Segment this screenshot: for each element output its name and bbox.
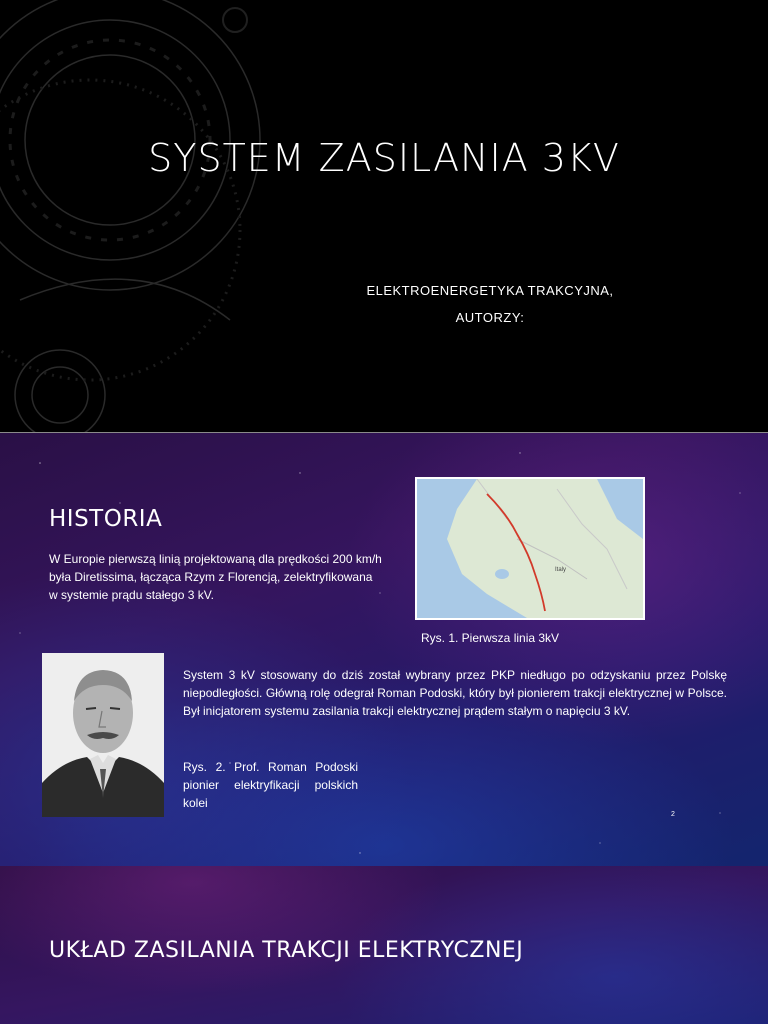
figure1-caption: Rys. 1. Pierwsza linia 3kV: [421, 631, 560, 645]
section-heading-power-supply: UKŁAD ZASILANIA TRAKCJI ELEKTRYCZNEJ: [49, 938, 524, 963]
body-paragraph: System 3 kV stosowany do dziś został wybrany przez PKP niedługo po odzyskaniu przez Polskę niepodległości. Główną rolę odegrał Roman Podoski, który był pionierem trakcji elektrycznej w Polsce. Był inicjatorem systemu zasilania trakcji elektrycznej prądem stałym o napięciu 3 kV.: [183, 668, 727, 718]
portrait-graphic: [42, 653, 164, 817]
portrait-photo: [42, 653, 164, 817]
title-slide: [0, 0, 768, 432]
subtitle-authors: AUTORZY:: [455, 310, 525, 325]
map-country-label: Italy: [555, 567, 567, 573]
history-slide: [0, 432, 768, 867]
page-number: 2: [671, 811, 675, 818]
decorative-circles: [0, 0, 768, 432]
intro-paragraph: W Europie pierwszą linią projektowaną dla prędkości 200 km/h była Diretissima, łącząca Rzym z Florencją, zelektryfikowana w systemie prądu stałego 3 kV.: [49, 552, 382, 602]
presentation-title: SYSTEM ZASILANIA 3KV: [148, 136, 620, 180]
figure2-caption: Rys. 2. Prof. Roman Podoski pionier elektryfikacji polskich kolei: [183, 760, 358, 810]
subtitle-course: ELEKTROENERGETYKA TRAKCYJNA,: [366, 283, 614, 298]
italy-map-figure: [415, 477, 645, 620]
map-graphic: [417, 479, 643, 618]
section-heading-history: HISTORIA: [49, 506, 163, 532]
power-supply-slide: [0, 866, 768, 1024]
